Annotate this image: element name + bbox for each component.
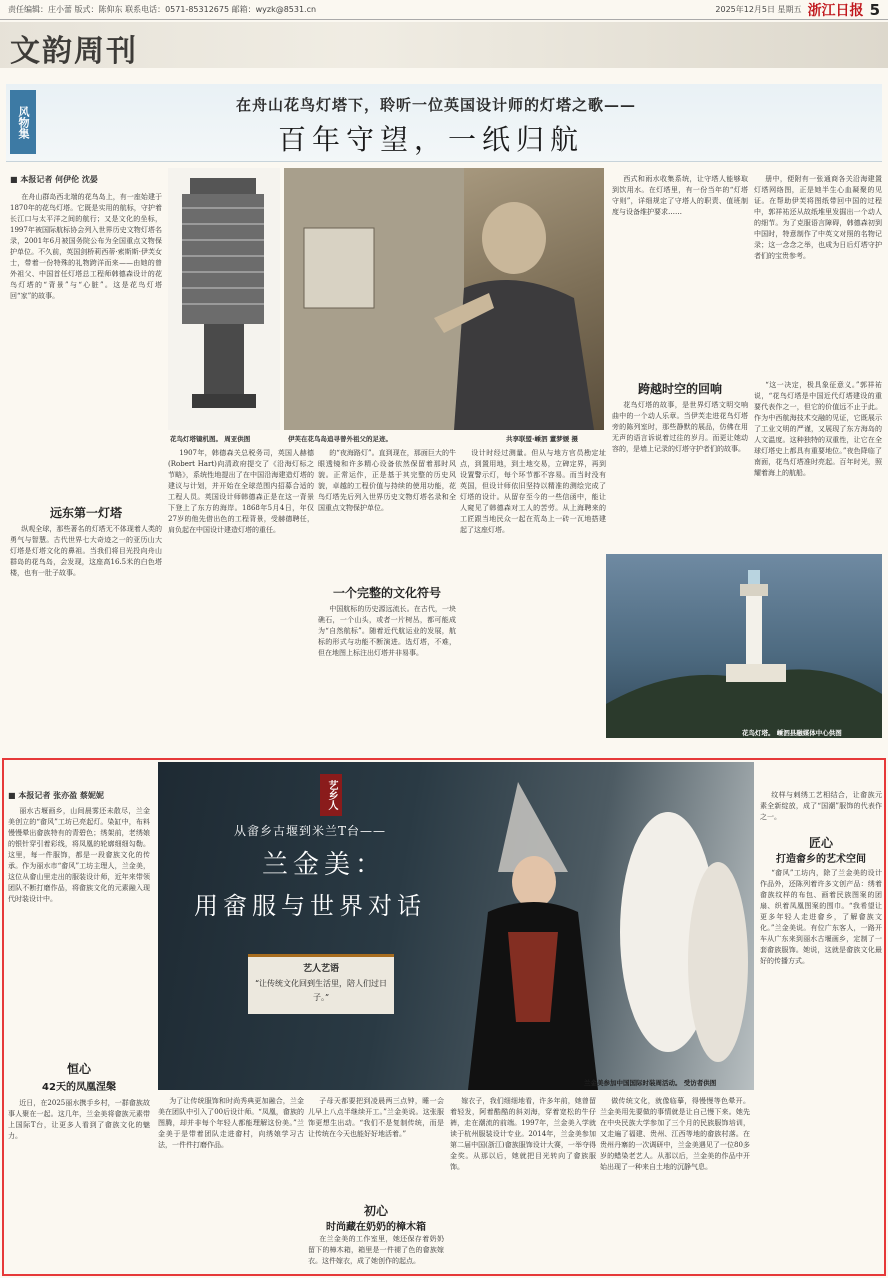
article-column-5 bbox=[612, 174, 748, 374]
bottom-column-6b-text: “畲风”工坊内，除了兰金美的设计作品外，还陈列着许多文创产品：绣着畲族纹样的布包、画着民族图案的团扇、织着凤凰图案的围巾。“我希望让更多年轻人走进畲乡，了解畲族文化。”兰金美说。有位广东客人，一路开车从广东来到丽水古堰画乡，定制了一套畲族服饰。她说，这就是畲族文化最好的传播方式。 bbox=[760, 869, 882, 965]
bottom-column-5-text: 做传统文化，就像临摹，得慢慢等色晕开。兰金美用先要做的事情就是让自己慢下来。她先在中央民族大学参加了三个月的民族服饰培训，又走遍了福建、贵州、江西等地的畲族村落。在贵州丹寨的一次调研中，兰金美遇见了一位80多岁的蜡染老艺人。从那以后，兰金美的作品中开始出现了一种来自土地的沉静气息。 bbox=[600, 1097, 750, 1171]
article-kicker: 在舟山花鸟灯塔下，聆听一位英国设计师的灯塔之歌—— bbox=[236, 96, 637, 114]
visitor-at-wall-photo bbox=[284, 168, 604, 430]
masthead-date: 2025年12月5日 星期五 bbox=[715, 5, 802, 14]
masthead-editor-info: 责任编辑：庄小蕾 版式：陈仰东 联系电话：0571-85312675 邮箱：wyzk@8531.cn bbox=[8, 5, 317, 14]
top-article-hero bbox=[6, 84, 882, 162]
caption-photographer: 共享联盟·嵊泗 董梦媛 摄 bbox=[506, 435, 578, 443]
article-column-6 bbox=[754, 174, 882, 374]
bottom-headline-line2: 用畲服与世界对话 bbox=[194, 892, 426, 920]
article-byline: ■ 本报记者 何伊伦 沈晏 bbox=[10, 175, 98, 184]
masthead bbox=[0, 0, 888, 20]
column-3b-text: 中国航标的历史源远流长。在古代，一块礁石，一个山头，或者一片树丛，都可能成为“自然航标”。随着近代航运业的发展，航标的形式与功能不断演进。选灯塔，不难，但在地图上标注出灯塔并非易事。 bbox=[318, 605, 456, 657]
subhead-camphor-chest: 时尚藏在奶奶的樟木箱 bbox=[326, 1222, 426, 1233]
bottom-column-2-text: 为了让传统服饰和时尚秀典更加融合，兰金美在团队中引入了00后设计师。“凤凰，畲族的图腾，却并非每个年轻人都能理解这份美。”兰金美于是带着团队走进畲村，向绣娘学习古法，一件件打磨作品。 bbox=[158, 1097, 304, 1149]
column-6b-text: “这一决定，极具象征意义。”郭祥祐说，“花鸟灯塔是中国近代灯塔建设的重要代表作之一，但它的价值远不止于此。作为中西航海技术交融的见证，它既展示了工业文明的严谨，又展现了东方海岛的人文温度。这种独特的双重性，让它在全球灯塔史上都具有重要地位。”夜色降临了南面，花鸟灯塔准时亮起。百年时光，照耀着海上的航船。 bbox=[754, 381, 882, 477]
article-column-1 bbox=[10, 192, 162, 492]
quote-box-title: 艺人艺语 bbox=[302, 964, 339, 974]
article-column-3 bbox=[318, 448, 456, 578]
bottom-byline: ■ 本报记者 张亦盈 蔡妮妮 bbox=[8, 791, 104, 800]
quote-box-text: “让传统文化回到生活里，陪人们过日子。” bbox=[254, 979, 388, 1002]
bottom-photo-caption: 兰金美参加中国国际时装周活动。 受访者供图 bbox=[584, 1079, 717, 1087]
article-column-1b bbox=[10, 524, 162, 736]
caption-lighthouse: 花鸟灯塔。 嵊泗县融媒体中心供图 bbox=[742, 729, 842, 737]
subhead-perseverance: 恒心 bbox=[66, 1062, 91, 1076]
bottom-headline-line1: 兰金美： bbox=[262, 850, 387, 880]
column-6-text: 册中，便附有一张通商各关沿海建置灯塔网络图，正是她半生心血凝聚的见证。在帮助伊芙将图纸带回中国的过程中，郭祥祐还从故纸堆里发掘出一个动人的细节。为了克服语言障碍，韩德森初到中国时，特意制作了中英文对照的名物记录；这一念念之举，也成为日后灯塔守护者们的宝贵参考。 bbox=[754, 175, 882, 260]
subhead-42-days: 42天的凤凰涅槃 bbox=[42, 1082, 116, 1093]
caption-lens: 花鸟灯塔镜机图。 周亚供图 bbox=[170, 435, 251, 443]
bottom-column-4 bbox=[450, 1096, 596, 1270]
article-column-5b bbox=[612, 400, 748, 550]
bottom-column-1b bbox=[8, 1098, 150, 1270]
bottom-column-6 bbox=[760, 790, 882, 830]
column-1b-text: 纵观全球，那些著名的灯塔无不体现着人类的勇气与智慧。古代世界七大奇迹之一的亚历山大灯塔是灯塔文化的鼻祖。当我们将目光投向舟山群岛的花鸟岛，会发现，这座高16.5米的白色塔楼，也有一肚子故事。 bbox=[10, 525, 162, 577]
masthead-right bbox=[715, 0, 880, 20]
bottom-column-3b-text: 在兰金美的工作室里，她还保存着奶奶留下的樟木箱，箱里是一件褪了色的畲族嫁衣。这件嫁衣，成了她创作的起点。 bbox=[308, 1235, 444, 1265]
subhead-echoes-across-time: 跨越时空的回响 bbox=[637, 382, 722, 396]
top-article bbox=[6, 84, 882, 742]
caption-visitor: 伊芙在花鸟岛追寻曾外祖父的足迹。 bbox=[288, 435, 392, 443]
article-column-3b bbox=[318, 604, 456, 738]
article-headline: 百年守望，一纸归航 bbox=[278, 123, 585, 156]
article-column-2 bbox=[168, 448, 314, 738]
column-3-text: 的“夜海路灯”。直到现在，那面巨大的牛眼透镜和许多精心设备依然保留着那时风貌。正常运作，正是基于其完整的历史风貌，卓越的工程价值与持续的使用功能，花鸟灯塔先后列入世界历史文物灯塔名录和全国重点文物保护单位。 bbox=[318, 449, 456, 512]
lighthouse-island-photo bbox=[606, 554, 882, 738]
designer-illustration bbox=[158, 762, 754, 1090]
column-5-text: 西式和雨水收集系统，让守塔人能够取到饮用水。在灯塔里，有一份当年的“灯塔守则”，详细规定了守塔人的职责、值班制度与设备维护要求…… bbox=[612, 175, 748, 216]
bottom-column-1-text: 丽水古堰画乡，山间晨雾还未散尽，兰金美创立的“畲风”工坊已亮起灯。染缸中，布料慢慢晕出畲族特有的青碧色；绣架前，老绣娘的银针穿引着彩线，将凤凰的轮廓细细勾勒。这里，每一件服饰，都是一段畲族文化的传承。作为丽水市“畲风”工坊主理人，兰金美，这位从畲山里走出的服装设计师，近年来带领团队不断打磨作品，将畲族文化的元素融入现代时装设计中。 bbox=[8, 807, 150, 903]
lighthouse-lens-photo bbox=[168, 168, 280, 430]
artist-quote-box bbox=[248, 954, 394, 1014]
bottom-column-tag: 艺乡人 bbox=[320, 774, 342, 816]
page-number: 5 bbox=[869, 0, 880, 19]
subhead-art-space: 打造畲乡的艺术空间 bbox=[776, 854, 866, 865]
bottom-column-1b-text: 近日，在2025丽水携手乡村，一群畲族故事人聚在一起。这几年，兰金美将畲族元素带上国际T台，让更多人看到了畲族文化的魅力。 bbox=[8, 1099, 150, 1140]
subhead-original-intention: 初心 bbox=[363, 1204, 388, 1218]
article-column-6b bbox=[754, 380, 882, 530]
bottom-column-3-text: 子母天都要把到凌晨两三点钟，睡一会儿早上八点半继续开工。”兰金美说。这张服饰更想生出动。“我们不是复制传统，而是让传统在今天也能好好地活着。” bbox=[308, 1097, 444, 1138]
subhead-far-east-lighthouse: 远东第一灯塔 bbox=[49, 506, 122, 520]
lighthouse-island-illustration bbox=[606, 554, 882, 738]
designer-hero-photo bbox=[158, 762, 754, 1090]
bottom-column-3 bbox=[308, 1096, 444, 1196]
bottom-column-5 bbox=[600, 1096, 750, 1270]
column-4-text: 设计时经过测量。但从与地方官员勘定址点，到置用地，到土地交易，立碑定界，再到设置警示灯，每个环节都不容易。而当时没有英国，但设计师依旧坚持以精准的测绘完成了灯塔的设计。从留存至今的一些信函中，能让人窥见了韩德森对工人的苦劳。从上海聘来的工匠跟当地民众一起在荒岛上一砖一瓦地搭建起了这座灯塔。 bbox=[460, 449, 606, 534]
article-column-4 bbox=[460, 448, 606, 738]
column-1-text: 在舟山群岛西北端的花鸟岛上，有一座始建于1870年的花鸟灯塔。它既是实用的航标，守护着长江口与太平洋之间的航行；又是文化的坐标，1997年被国际航标协会列入世界历史文物灯塔名录，2001年6月被国务院公布为全国重点文物保护单位。不久前，英国剑桥莉西蒂·索斯斯·伊芙女士，带着一份特殊的礼物跨洋而来——由她的曾外祖父、中国首任灯塔总工程师韩德森设计的花鸟灯塔的“背景”与“心脏”。这是花鸟灯塔回“家”的故事。 bbox=[10, 193, 162, 300]
bottom-column-4-text: 嫁衣子，我们细细地看，许多年前，她曾留着轻发，阿着酷酷的斜刘海，穿着宽松的牛仔裤，走在潮流的前端。1997年，兰金美入学就读于杭州服装设计专业。2014年，兰金美参加第二届中国(浙江)畲族服饰设计大赛，一举夺得金奖。从那以后，她就把目光转向了畲族服饰。 bbox=[450, 1097, 596, 1171]
bottom-kicker: 从畲乡古堰到米兰T台—— bbox=[234, 824, 387, 838]
subhead-cultural-symbol: 一个完整的文化符号 bbox=[332, 586, 441, 600]
paper-name-logo: 浙江日报 bbox=[807, 2, 864, 19]
column-2-text: 1907年，韩德森关总税务司，英国人赫德(Robert Hart)向清政府提交了《沿海灯标之节略》，系统性地提出了在中国沿海建造灯塔的建议与计划，并开始在全球范围内招募合适的工程人员。英国设计师韩德森正是在这一背景下登上了东方的海岸。1868年5月4日，年仅27岁的他先借出色的工程背景，受赫德聘任，肩负起在中国设计建造灯塔的重任。 bbox=[168, 449, 314, 534]
bottom-column-3b bbox=[308, 1234, 444, 1270]
bottom-column-2 bbox=[158, 1096, 304, 1270]
bottom-column-1 bbox=[8, 806, 150, 1014]
column-tag: 风物集 bbox=[10, 90, 36, 154]
subhead-craftsmanship: 匠心 bbox=[808, 836, 833, 850]
column-5b-text: 花鸟灯塔的故事，是世界灯塔文明交响曲中的一个动人乐章。当伊芙走进花鸟灯塔旁的陈列室时，那些静默的展品，仿佛在用无声的语言诉说着过往的岁月。而更让她动容的，是墙上记录的灯塔守护者们的故事。 bbox=[612, 401, 748, 453]
section-title: 文韵周刊 bbox=[10, 34, 138, 69]
visitor-illustration bbox=[284, 168, 604, 430]
section-banner bbox=[0, 22, 888, 68]
lighthouse-lens-illustration bbox=[168, 168, 280, 430]
bottom-column-6b bbox=[760, 868, 882, 1270]
bottom-column-6-text: 纹样与刺绣工艺相结合，让畲族元素全新绽放，成了“国潮”服饰的代表作之一。 bbox=[760, 791, 882, 821]
bottom-article bbox=[2, 758, 886, 1276]
